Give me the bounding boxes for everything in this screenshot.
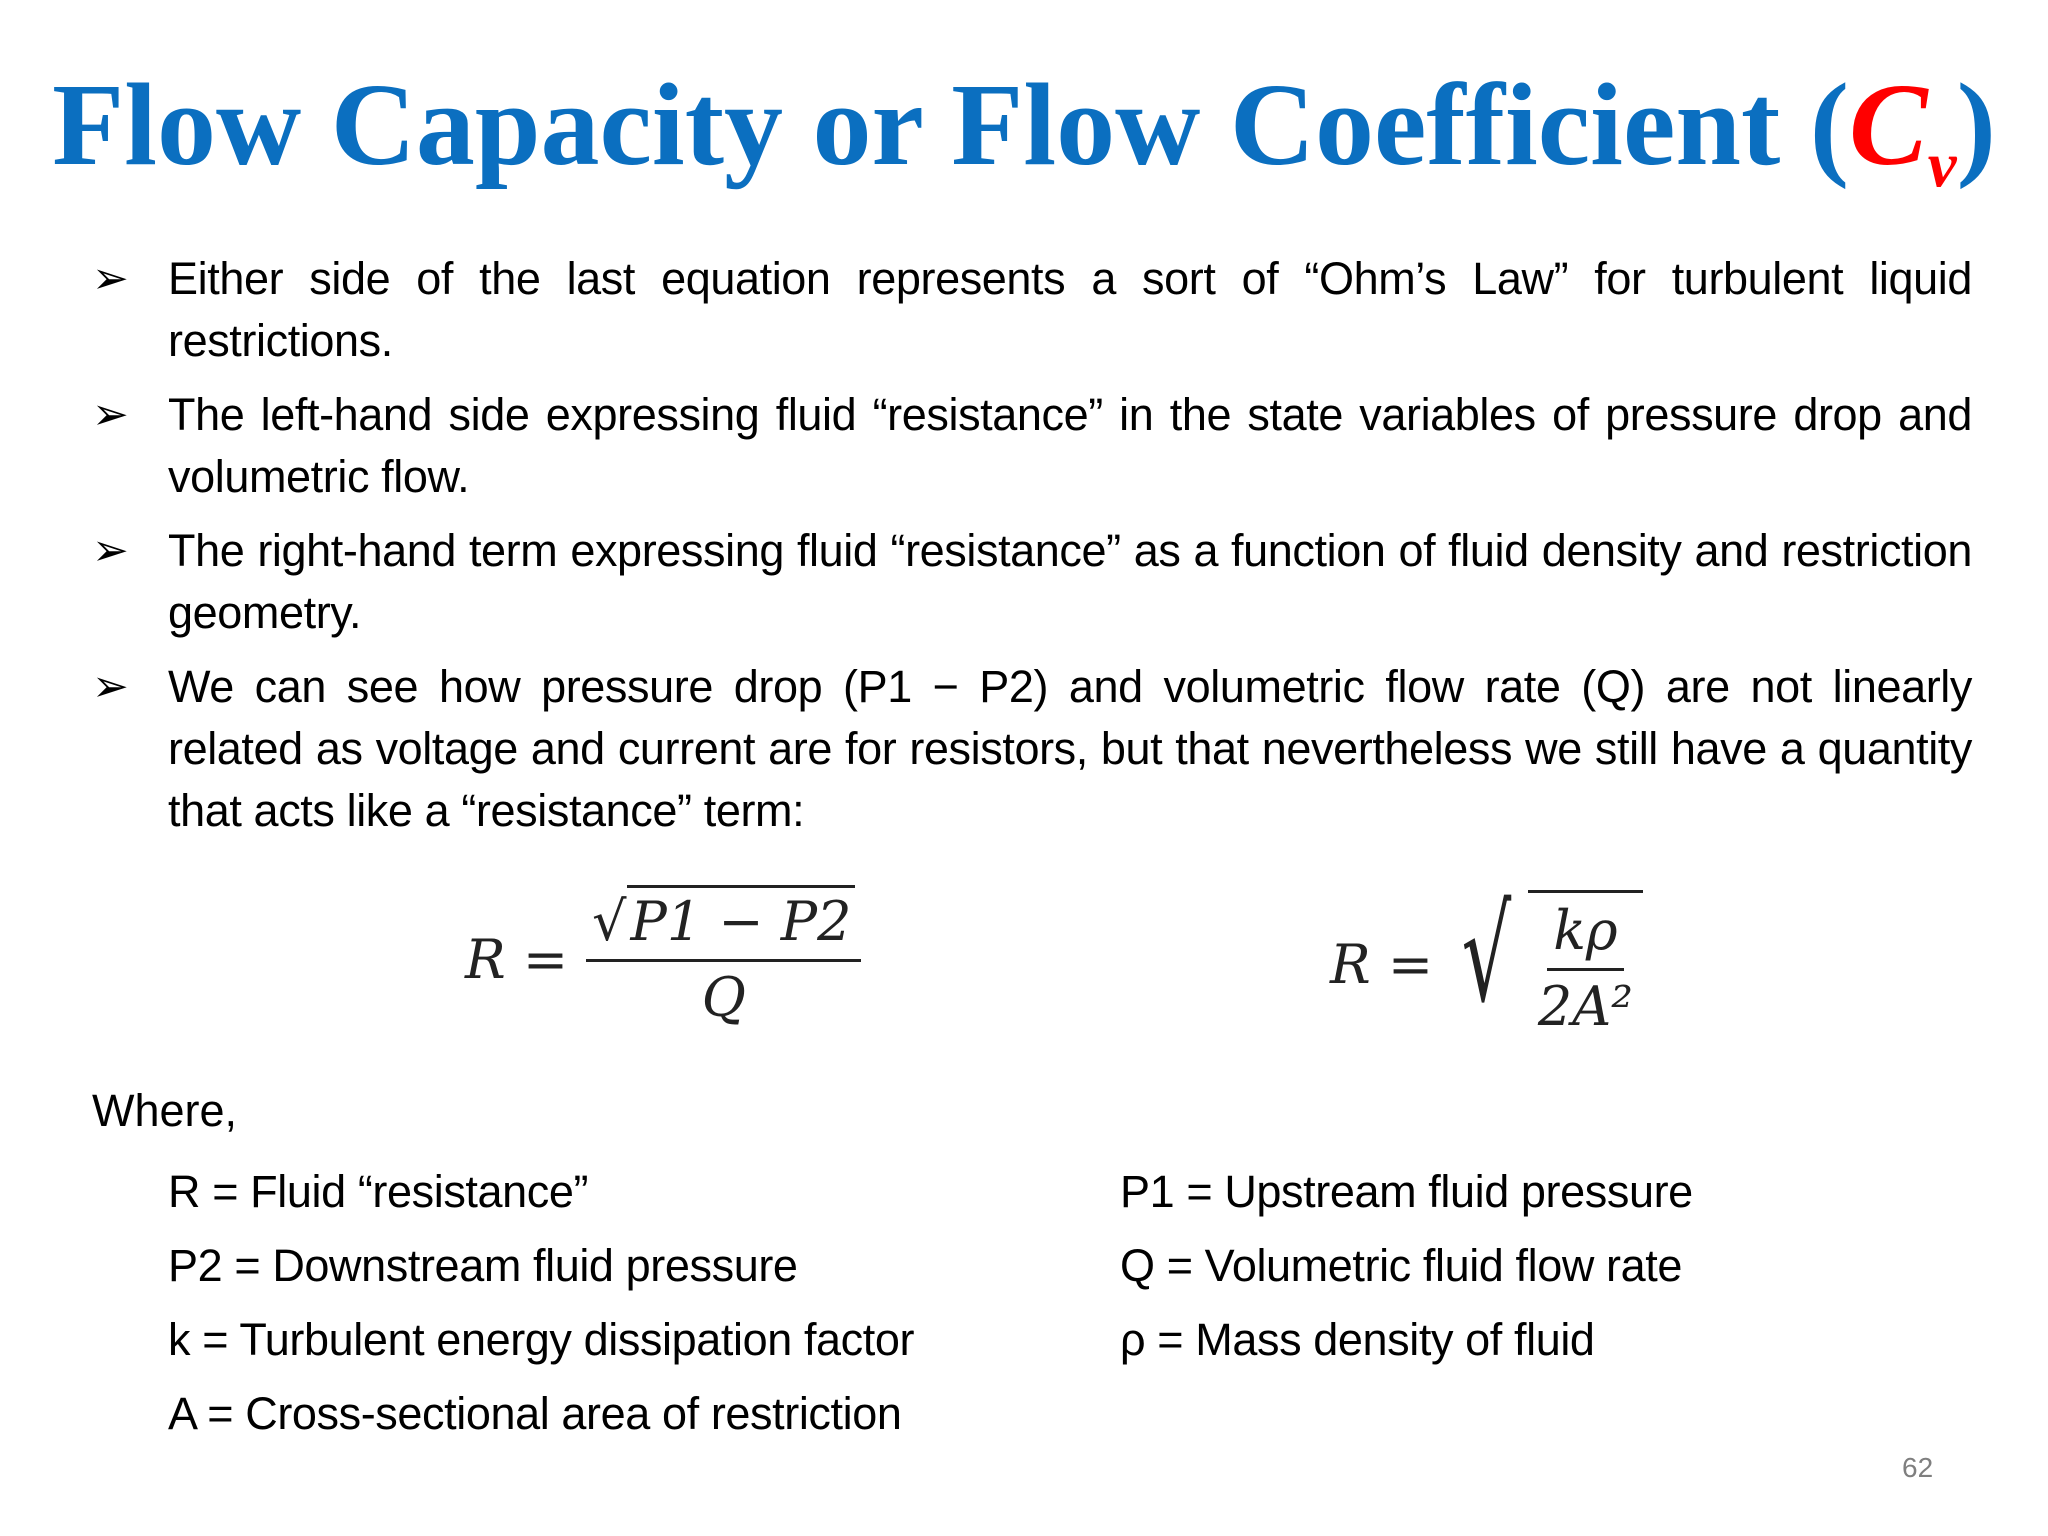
definition-item: Q = Volumetric fluid flow rate: [1120, 1240, 1682, 1291]
equation-lhs: R =: [465, 928, 569, 991]
bullet-item: ➢ Either side of the last equation represents a sort of “Ohm’s Law” for turbulent liquid restrictions.: [92, 248, 1972, 372]
definition-item: R = Fluid “resistance”: [168, 1166, 589, 1217]
bullet-list: [92, 248, 1972, 854]
bullet-item: ➢ The left-hand side expressing fluid “resistance” in the state variables of pressure drop and volumetric flow.: [92, 384, 1972, 508]
equation-numerator: kρ: [1547, 899, 1623, 971]
arrow-bullet-icon: ➢: [92, 662, 129, 711]
page-number: 62: [1902, 1452, 1934, 1483]
definition-item: ρ = Mass density of fluid: [1120, 1314, 1595, 1365]
where-label: Where,: [92, 1085, 238, 1136]
bullet-item: ➢ We can see how pressure drop (P1 − P2) and volumetric flow rate (Q) are not linearly related as voltage and current are for resistors, but that nevertheless we still have a quantity that acts like a “resistance” term:: [92, 656, 1972, 842]
sqrt-icon: √: [592, 890, 627, 953]
cv-symbol: $C_v$: [1849, 59, 1957, 202]
definition-item: P1 = Upstream fluid pressure: [1120, 1166, 1693, 1217]
equation-lhs: R =: [1330, 932, 1434, 996]
definition-item: P2 = Downstream fluid pressure: [168, 1240, 798, 1291]
equation-radical: [1445, 879, 1643, 1038]
equation-numerator: P1 − P2: [627, 885, 856, 953]
equation-fraction: [586, 890, 861, 1029]
equation-denominator: 2A²: [1537, 975, 1633, 1038]
definitions-right: [1120, 1155, 1693, 1377]
resistance-equation-pressure: [465, 890, 861, 1029]
resistance-equation-density: [1330, 879, 1643, 1038]
definition-item: k = Turbulent energy dissipation factor: [168, 1314, 915, 1365]
equation-fraction: [1538, 899, 1633, 1038]
arrow-bullet-icon: ➢: [92, 526, 129, 575]
definitions-left: [168, 1155, 914, 1451]
slide-title: [0, 60, 2048, 202]
definition-item: A = Cross-sectional area of restriction: [168, 1388, 902, 1439]
equation-denominator: Q: [701, 966, 746, 1029]
arrow-bullet-icon: ➢: [92, 390, 129, 439]
sqrt-icon: √: [1461, 879, 1512, 1031]
bullet-item: ➢ The right-hand term expressing fluid “resistance” as a function of fluid density and restriction geometry.: [92, 520, 1972, 644]
title-main: Flow Capacity or Flow Coefficient (: [52, 59, 1850, 190]
title-close: ): [1956, 59, 1996, 190]
arrow-bullet-icon: ➢: [92, 254, 129, 303]
